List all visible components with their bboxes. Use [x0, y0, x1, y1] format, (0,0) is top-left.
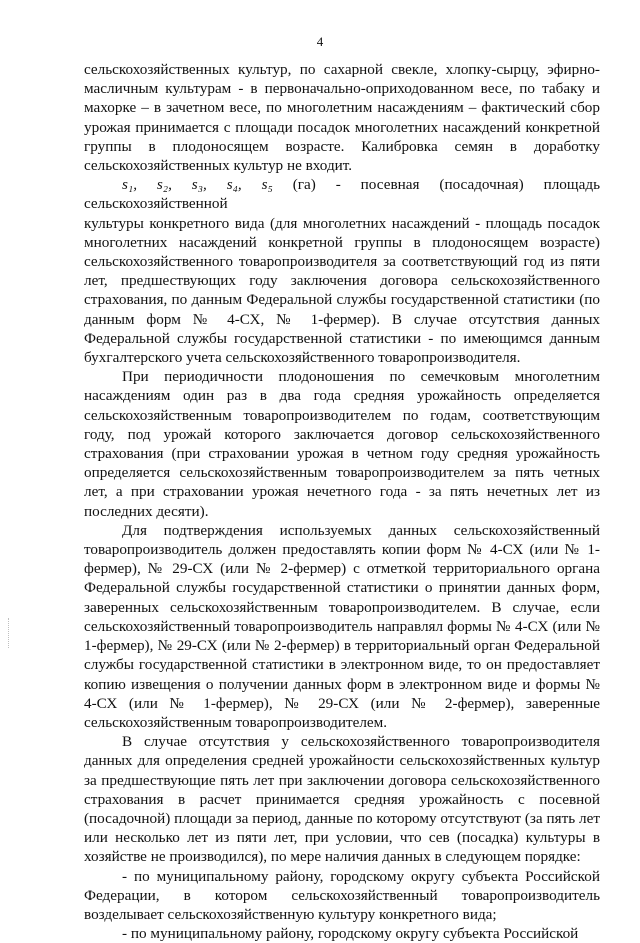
page-number: 4: [316, 34, 324, 49]
paragraph-data-confirmation: Для подтверждения используемых данных сельскохозяйственный товаропроизводитель должен предоставлять копии форм № 4-СХ (или № 1-фермер), № 29-СХ (или № 2-фермер) с отметкой территориального органа Федеральной службы государственной статистики о принятии данных форм, заверенных сельскохозяйственным товаропроизводителем. В случае, если сельскохозяйственный товаропроизводитель направлял формы № 4-СХ (или № 1-фермер), № 29-СХ (или № 2-фермер) в территориальный орган Федеральной службы государственной статистики в электронном виде, то он предоставляет копию извещения о получении данных форм в электронном виде и формы № 4-СХ (или № 1-фермер), № 29-СХ (или № 2-фермер), заверенные сельскохозяйственным товаропроизводителем.: [84, 521, 600, 731]
area-variables: s₁, s₂, s₃, s₄, s₅: [122, 176, 273, 194]
paragraph-crop-weights: сельскохозяйственных культур, по сахарной свекле, хлопку-сырцу, эфирно-масличным культурам - в первоначально-оприходованном весе, по табаку и махорке – в зачетном весе, по многолетним насаждениям – фактический сбор урожая принимается с площади посадок многолетних насаждений конкретной группы в плодоносящем возрасте. Калибровка семян в доработку сельскохозяйственных культур не входит.: [84, 61, 600, 175]
paragraph-fruiting-periodicity: При периодичности плодоношения по семечковым многолетним насаждениям один раз в два года средняя урожайность определяется сельскохозяйственным товаропроизводителем по годам, соответствующим году, под урожай которого заключается договор сельскохозяйственного страхования (при страховании урожая в четном году средняя урожайность определяется сельскохозяйственным товаропроизводителем за пять четных лет, а при страховании урожая нечетного года - за пять нечетных лет из последних десяти).: [84, 368, 600, 520]
list-item-municipal-district: - по муниципальному району, городскому округу субъекта Российской Федерации, в котором сельскохозяйственный товаропроизводитель возделывает сельскохозяйственную культуру конкретного вида;: [84, 867, 600, 923]
paragraph-missing-data: В случае отсутствия у сельскохозяйственного товаропроизводителя данных для определения средней урожайности сельскохозяйственных культур за предшествующие пять лет при заключении договора сельскохозяйственного страхования в расчет принимается средняя урожайность с посевной (посадочной) площади за период, данные по которому отсутствуют (за пять лет или несколько лет из пяти лет, при условии, что сев (посадка) культуры в хозяйстве не производился), по мере наличия данных в следующем порядке:: [84, 733, 600, 866]
paragraph-area-definition: культуры конкретного вида (для многолетних насаждений - площадь посадок многолетних насаждений конкретной группы в плодоносящем возрасте) сельскохозяйственного товаропроизводителя за соответствующий год из пяти лет, предшествующих году заключения договора сельскохозяйственного страхования, по данным Федеральной службы государственной статистики (по данным форм № 4-СХ, № 1-фермер). В случае отсутствия данных Федеральной службы государственной статистики - по имеющимся данным бухгалтерского учета сельскохозяйственного товаропроизводителя.: [84, 214, 600, 367]
paragraph-area-definition-line: [84, 175, 600, 213]
scan-margin-artifact: [8, 618, 13, 648]
area-definition-text: (га) - посевная (посадочная) площадь сельскохозяйственной: [84, 176, 600, 213]
document-body: [84, 60, 600, 943]
list-item-municipal-district-2: - по муниципальному району, городскому округу субъекта Российской: [122, 925, 579, 943]
